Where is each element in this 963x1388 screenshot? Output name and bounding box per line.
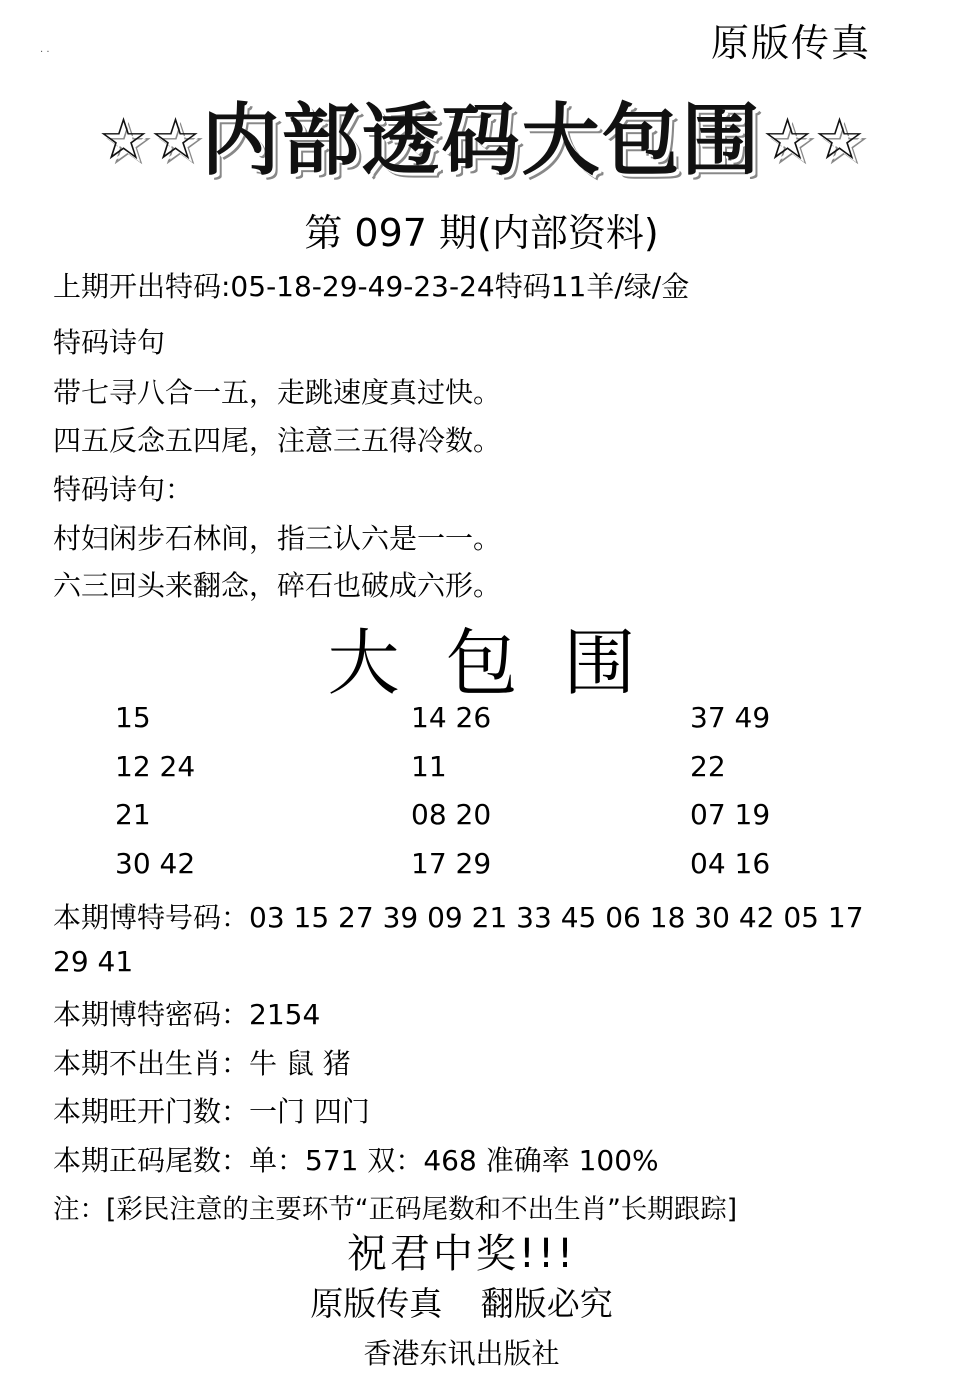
hot-doors: 本期旺开门数：一门 四门 [53,1095,370,1128]
special-numbers-line-2: 29 41 [53,945,134,978]
scan-speck: . . [40,44,50,55]
tail-numbers: 本期正码尾数：单：571 双：468 准确率 100% [53,1144,659,1177]
grid-cell: 17 29 [411,846,492,880]
grid-cell: 08 20 [411,798,492,831]
poem2-line-2: 六三回头来翻念，碎石也破成六形。 [53,569,502,602]
top-right-label: 原版传真 [710,21,871,65]
grid-row [115,847,875,896]
note: 注：[彩民注意的主要环节“正码尾数和不出生肖”长期跟踪] [53,1194,738,1225]
poem2-heading: 特码诗句： [53,473,194,506]
main-title-text: 内部透码大包围 [201,96,762,186]
no-zodiac: 本期不出生肖：牛 鼠 猪 [53,1047,351,1080]
last-draw-result: 上期开出特码:05-18-29-49-23-24特码11羊/绿/金 [53,270,690,303]
poem1-heading: 特码诗句 [53,326,166,359]
grid-cell: 12 24 [115,749,196,783]
cheer-message: 祝君中奖!!! [346,1231,577,1277]
grid-cell: 14 26 [411,701,492,734]
grid-cell: 22 [690,749,726,783]
grid-row [115,750,875,799]
issue-number: 第 097 期(内部资料) [304,211,659,255]
stars-right-icon: ☆☆ [761,105,866,173]
big-title: 大包围 [327,621,682,705]
grid-cell: 30 42 [115,846,196,880]
grid-cell: 11 [411,749,447,783]
grid-cell: 07 19 [690,798,771,831]
poem1-line-1: 带七寻八合一五，走跳速度真过快。 [53,376,502,409]
number-grid [115,701,875,895]
poem1-line-2: 四五反念五四尾，注意三五得冷数。 [53,424,502,457]
grid-cell: 04 16 [690,846,771,880]
secret-code: 本期博特密码：2154 [53,998,321,1031]
poem2-line-1: 村妇闲步石林间，指三认六是一一。 [53,522,502,555]
original-notice: 原版传真 翻版必究 [310,1284,613,1323]
grid-cell: 21 [115,798,151,831]
publisher: 香港东讯出版社 [363,1337,560,1370]
grid-row [115,798,875,847]
main-title [0,78,963,190]
grid-row [115,701,875,750]
stars-left-icon: ☆☆ [97,105,202,173]
grid-cell: 15 [115,701,151,734]
grid-cell: 37 49 [690,701,771,734]
special-numbers-line-1: 本期博特号码：03 15 27 39 09 21 33 45 06 18 30 42 05 17 [53,901,864,934]
